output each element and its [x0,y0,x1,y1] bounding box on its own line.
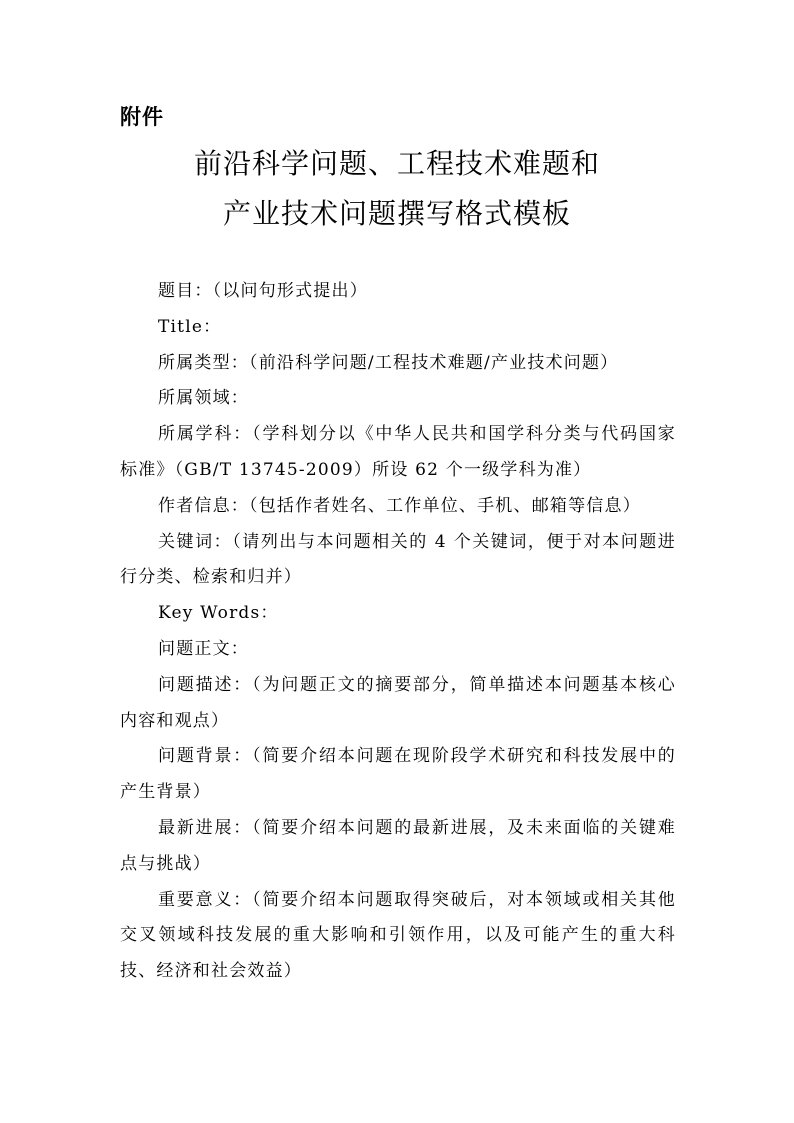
field-background: 问题背景：（简要介绍本问题在现阶段学术研究和科技发展中的产生背景） [120,746,676,803]
template-body [120,274,676,990]
document-title-line-1: 前沿科学问题、工程技术难题和 [193,147,600,180]
field-author-info: 作者信息：（包括作者姓名、工作单位、手机、邮箱等信息） [158,495,641,516]
field-keywords-en: Key Words： [158,603,279,624]
field-title-cn: 题目：（以问句形式提出） [158,281,368,301]
field-main-text: 问题正文： [158,638,249,659]
attachment-label: 附件 [120,105,164,129]
field-description: 问题描述：（为问题正文的摘要部分，简单描述本问题基本核心内容和观点） [120,674,676,731]
field-significance: 重要意义：（简要介绍本问题取得突破后，对本领域或相关其他交叉领域科技发展的重大影响和引领作用，以及可能产生的重大科技、经济和社会效益） [120,889,676,982]
field-type: 所属类型：（前沿科学问题/工程技术难题/产业技术问题） [158,352,619,373]
document-title-line-2: 产业技术问题撰写格式模板 [222,197,571,230]
field-latest-progress: 最新进展：（简要介绍本问题的最新进展，及未来面临的关键难点与挑战） [120,817,676,874]
field-discipline: 所属学科：（学科划分以《中华人民共和国学科分类与代码国家标准》（GB/T 13745-2009）所设 62 个一级学科为准） [120,424,676,480]
field-title-en: Title： [158,316,222,337]
field-domain: 所属领域： [158,388,249,409]
field-keywords-cn: 关键词：（请列出与本问题相关的 4 个关键词，便于对本问题进行分类、检索和归并） [120,531,676,588]
